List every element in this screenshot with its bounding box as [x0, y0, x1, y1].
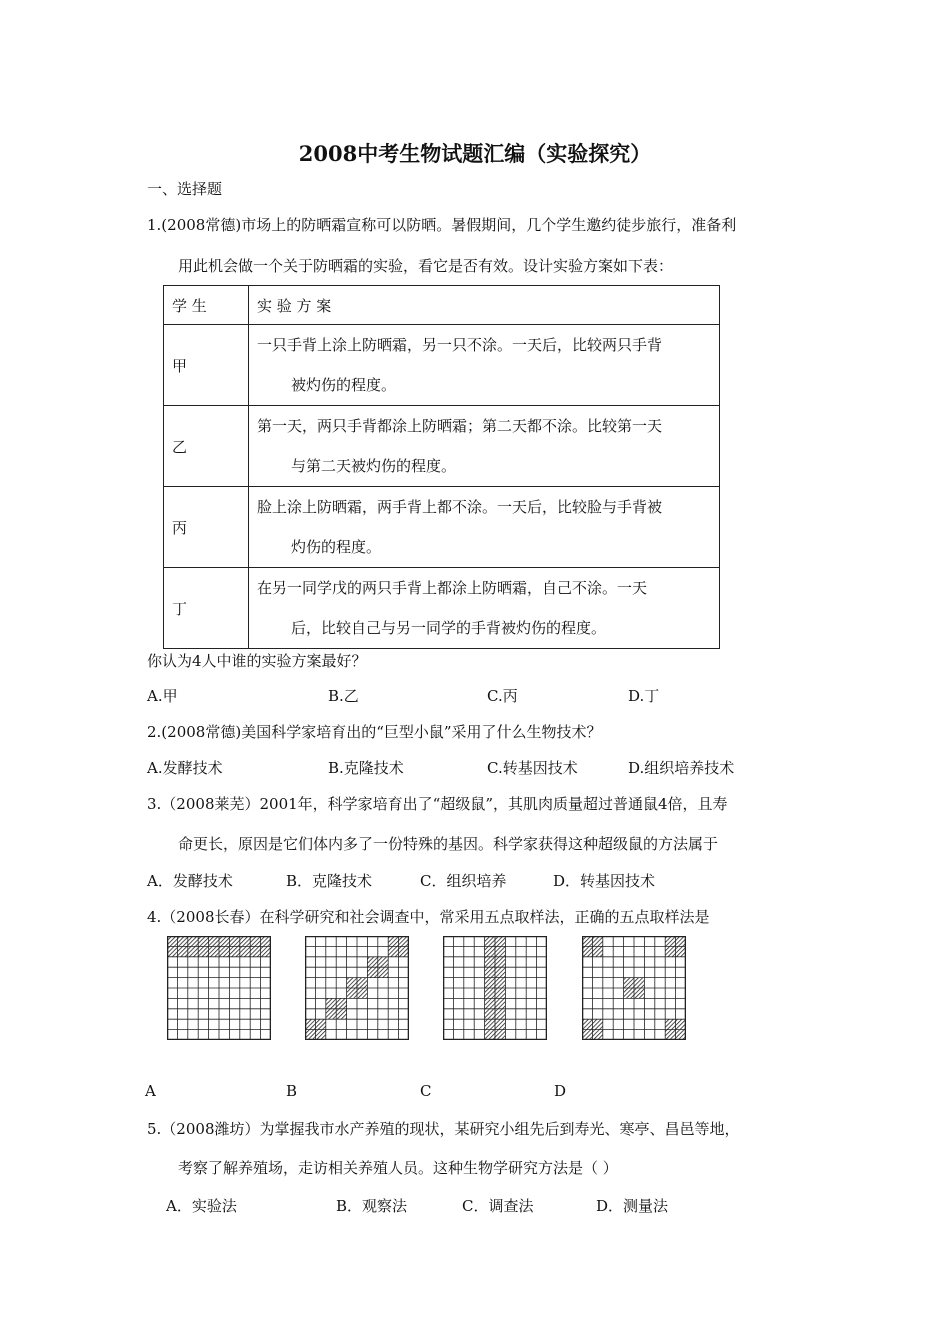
shaded-cell — [347, 988, 357, 998]
shaded-cell — [582, 946, 592, 956]
shaded-cell — [261, 936, 271, 946]
shaded-cell — [357, 988, 367, 998]
shaded-cell — [240, 946, 250, 956]
student-cell: 丙 — [164, 487, 249, 568]
grid-label-d: D — [554, 1082, 567, 1100]
grid-c — [443, 936, 547, 1040]
q1-question: 你认为4人中谁的实验方案最好？ — [147, 652, 367, 670]
shaded-cell — [219, 936, 229, 946]
q3-stem-line1: 3.（2008莱芜）2001年，科学家培育出了“超级鼠”，其肌肉质量超过普通鼠4倍，且寿 — [147, 795, 728, 813]
q5-stem-line2: 考察了解养殖场，走访相关养殖人员。这种生物学研究方法是（ ） — [178, 1159, 618, 1177]
q3-option-d: D．转基因技术 — [553, 872, 656, 890]
shaded-cell — [177, 936, 187, 946]
shaded-cell — [495, 946, 505, 956]
shaded-cell — [485, 998, 495, 1008]
shaded-cell — [582, 1019, 592, 1029]
experiment-plan-table — [163, 285, 720, 649]
shaded-cell — [399, 936, 409, 946]
shaded-cell — [378, 967, 388, 977]
grid-d — [582, 936, 686, 1040]
shaded-cell — [198, 936, 208, 946]
shaded-cell — [665, 1030, 675, 1040]
shaded-cell — [676, 936, 686, 946]
shaded-cell — [229, 936, 239, 946]
shaded-cell — [399, 946, 409, 956]
shaded-cell — [367, 967, 377, 977]
shaded-cell — [378, 957, 388, 967]
shaded-cell — [261, 946, 271, 956]
shaded-cell — [209, 946, 219, 956]
q5-option-c: C．调查法 — [462, 1197, 534, 1215]
table-row — [164, 325, 720, 406]
shaded-cell — [240, 936, 250, 946]
shaded-cell — [167, 936, 177, 946]
shaded-cell — [665, 936, 675, 946]
q1-option-d: D.丁 — [628, 687, 660, 705]
q2-option-b: B.克隆技术 — [328, 759, 404, 777]
grid-b — [305, 936, 409, 1040]
shaded-cell — [357, 978, 367, 988]
plan-line1: 一只手背上涂上防晒霜，另一只不涂。一天后，比较两只手背 — [257, 336, 663, 354]
shaded-cell — [336, 998, 346, 1008]
shaded-cell — [485, 1009, 495, 1019]
header-plan: 实 验 方 案 — [249, 286, 720, 325]
shaded-cell — [634, 988, 644, 998]
shaded-cell — [305, 1030, 315, 1040]
shaded-cell — [485, 1019, 495, 1029]
shaded-cell — [676, 1019, 686, 1029]
shaded-cell — [198, 946, 208, 956]
shaded-cell — [388, 946, 398, 956]
shaded-cell — [229, 946, 239, 956]
table-row — [164, 487, 720, 568]
student-cell: 甲 — [164, 325, 249, 406]
plan-cell — [249, 406, 720, 487]
shaded-cell — [582, 936, 592, 946]
shaded-cell — [326, 1009, 336, 1019]
q2-option-d: D.组织培养技术 — [628, 759, 735, 777]
shaded-cell — [485, 967, 495, 977]
section-heading: 一、选择题 — [147, 180, 223, 198]
page-title: 2008中考生物试题汇编（实验探究） — [298, 141, 652, 166]
shaded-cell — [250, 936, 260, 946]
q5-option-a: A．实验法 — [166, 1197, 237, 1215]
shaded-cell — [592, 1019, 602, 1029]
plan-line2: 后，比较自己与另一同学的手背被灼伤的程度。 — [291, 619, 607, 637]
shaded-cell — [495, 1030, 505, 1040]
shaded-cell — [485, 978, 495, 988]
shaded-cell — [592, 1030, 602, 1040]
q1-option-c: C.丙 — [487, 687, 518, 705]
shaded-cell — [665, 946, 675, 956]
plan-cell — [249, 568, 720, 649]
header-student: 学 生 — [164, 286, 249, 325]
shaded-cell — [495, 1009, 505, 1019]
table-row — [164, 406, 720, 487]
q1-option-b: B.乙 — [328, 687, 359, 705]
shaded-cell — [495, 988, 505, 998]
shaded-cell — [315, 1019, 325, 1029]
shaded-cell — [367, 957, 377, 967]
grid-label-a: A — [145, 1082, 156, 1100]
shaded-cell — [676, 1030, 686, 1040]
shaded-cell — [305, 1019, 315, 1029]
shaded-cell — [592, 946, 602, 956]
shaded-cell — [209, 936, 219, 946]
shaded-cell — [177, 946, 187, 956]
q5-stem-line1: 5.（2008潍坊）为掌握我市水产养殖的现状，某研究小组先后到寿光、寒亭、昌邑等地， — [147, 1120, 740, 1138]
q5-option-b: B．观察法 — [336, 1197, 408, 1215]
shaded-cell — [665, 1019, 675, 1029]
table-header-row — [164, 286, 720, 325]
shaded-cell — [315, 1030, 325, 1040]
shaded-cell — [495, 936, 505, 946]
shaded-cell — [624, 978, 634, 988]
q2-option-a: A.发酵技术 — [147, 759, 223, 777]
shaded-cell — [188, 936, 198, 946]
plan-line1: 脸上涂上防晒霜，两手背上都不涂。一天后，比较脸与手背被 — [257, 498, 663, 516]
grid-a — [167, 936, 271, 1040]
student-cell: 丁 — [164, 568, 249, 649]
shaded-cell — [495, 998, 505, 1008]
q4-stem: 4.（2008长春）在科学研究和社会调查中，常采用五点取样法，正确的五点取样法是 — [147, 908, 710, 926]
plan-cell — [249, 487, 720, 568]
shaded-cell — [495, 1019, 505, 1029]
q3-option-c: C．组织培养 — [420, 872, 507, 890]
shaded-cell — [250, 946, 260, 956]
q1-stem-line2: 用此机会做一个关于防晒霜的实验，看它是否有效。设计实验方案如下表： — [178, 257, 674, 275]
q5-option-d: D．测量法 — [596, 1197, 669, 1215]
q1-option-a: A.甲 — [147, 687, 178, 705]
shaded-cell — [485, 988, 495, 998]
q1-stem-line1: 1.(2008常德)市场上的防晒霜宣称可以防晒。暑假期间，几个学生邀约徒步旅行，准备利 — [147, 216, 737, 234]
shaded-cell — [485, 936, 495, 946]
shaded-cell — [582, 1030, 592, 1040]
q2-stem: 2.(2008常德)美国科学家培育出的“巨型小鼠”采用了什么生物技术？ — [147, 723, 602, 741]
shaded-cell — [592, 936, 602, 946]
shaded-cell — [634, 978, 644, 988]
q3-stem-line2: 命更长，原因是它们体内多了一份特殊的基因。科学家获得这种超级鼠的方法属于 — [178, 835, 719, 853]
shaded-cell — [188, 946, 198, 956]
shaded-cell — [167, 946, 177, 956]
q3-option-b: B．克隆技术 — [286, 872, 373, 890]
plan-line2: 灼伤的程度。 — [291, 538, 382, 556]
plan-line1: 第一天，两只手背都涂上防晒霜；第二天都不涂。比较第一天 — [257, 417, 663, 435]
shaded-cell — [485, 946, 495, 956]
q3-option-a: A．发酵技术 — [147, 872, 233, 890]
table-row — [164, 568, 720, 649]
plan-cell — [249, 325, 720, 406]
plan-line1: 在另一同学戊的两只手背上都涂上防晒霜，自己不涂。一天 — [257, 579, 648, 597]
shaded-cell — [219, 946, 229, 956]
grid-label-b: B — [286, 1082, 298, 1100]
q2-option-c: C.转基因技术 — [487, 759, 578, 777]
shaded-cell — [485, 1030, 495, 1040]
student-cell: 乙 — [164, 406, 249, 487]
shaded-cell — [495, 978, 505, 988]
shaded-cell — [624, 988, 634, 998]
shaded-cell — [495, 967, 505, 977]
plan-line2: 与第二天被灼伤的程度。 — [291, 457, 457, 475]
shaded-cell — [485, 957, 495, 967]
shaded-cell — [495, 957, 505, 967]
grid-label-c: C — [420, 1082, 432, 1100]
shaded-cell — [336, 1009, 346, 1019]
shaded-cell — [388, 936, 398, 946]
shaded-cell — [326, 998, 336, 1008]
shaded-cell — [676, 946, 686, 956]
shaded-cell — [347, 978, 357, 988]
plan-line2: 被灼伤的程度。 — [291, 376, 397, 394]
